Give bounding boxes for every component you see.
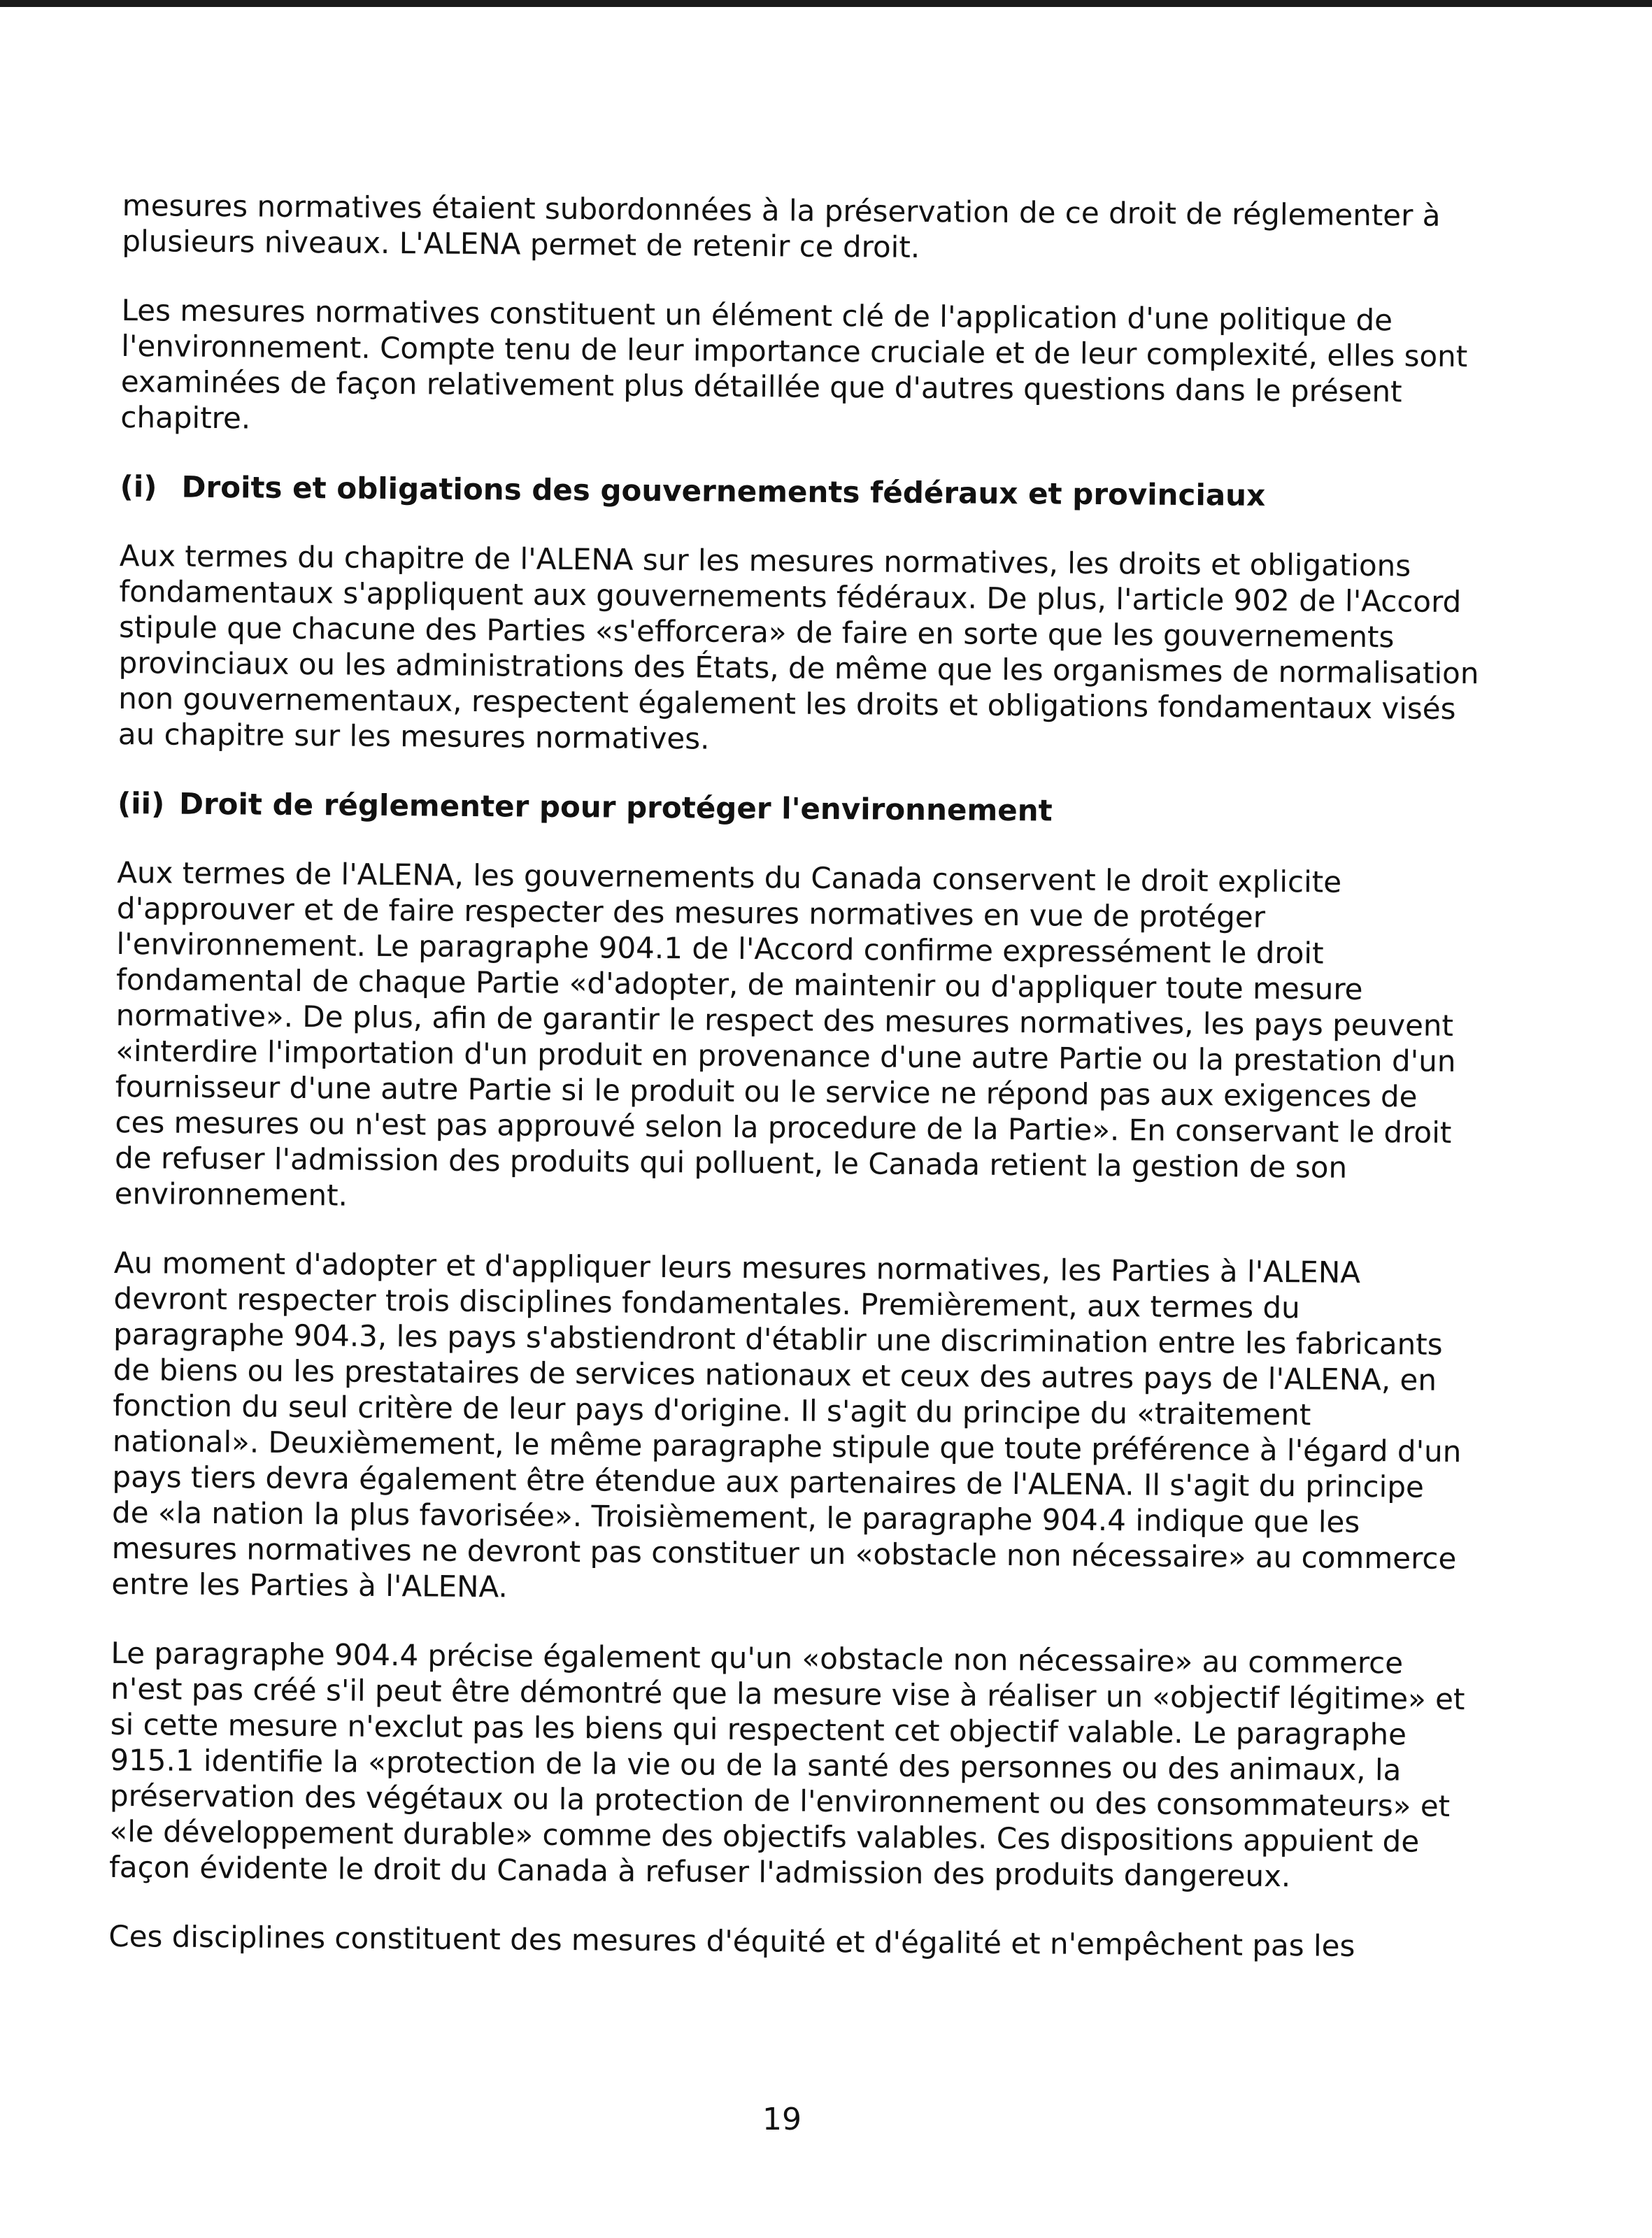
text-line: l'environnement. Le paragraphe 904.1 de l'Accord confirme expressément le droit [116, 926, 1324, 971]
text-line: plusieurs niveaux. L'ALENA permet de retenir ce droit. [122, 223, 920, 264]
text-line: Au moment d'adopter et d'appliquer leurs mesures normatives, les Parties à l'ALENA [113, 1245, 1361, 1290]
text-line: façon évidente le droit du Canada à refuser l'admission des produits dangereux. [108, 1849, 1291, 1894]
text-line: national». Deuxièmement, le même paragraphe stipule que toute préférence à l'égard d'un [112, 1423, 1462, 1469]
scan-top-border [0, 0, 1652, 7]
paragraph-5 [111, 1245, 1471, 1612]
text-line: au chapitre sur les mesures normatives. [118, 716, 710, 756]
text-line: pays tiers devra également être étendue aux partenaires de l'ALENA. Il s'agit du principe [112, 1459, 1424, 1504]
paragraph-2 [120, 292, 1479, 446]
text-line: Les mesures normatives constituent un élément clé de l'application d'une politique de [121, 292, 1393, 338]
paragraph-3 [118, 538, 1479, 762]
text-line: stipule que chacune des Parties «s'efforcera» de faire en sorte que les gouvernements [118, 609, 1395, 655]
text-line: de biens ou les prestataires de services nationaux et ceux des autres pays de l'ALENA, en [113, 1352, 1437, 1397]
text-line: Ces disciplines constituent des mesures d'équité et d'égalité et n'empêchent pas les [108, 1918, 1355, 1963]
paragraph-6 [109, 1635, 1468, 1895]
text-line: fournisseur d'une autre Partie si le produit ou le service ne répond pas aux exigences de [115, 1069, 1418, 1114]
text-line: mesures normatives étaient subordonnées à la préservation de ce droit de réglementer à [122, 187, 1441, 233]
text-line: «le développement durable» comme des objectifs valables. Ces dispositions appuient de [109, 1813, 1420, 1859]
text-line: normative». De plus, afin de garantir le respect des mesures normatives, les pays peuvent [115, 997, 1454, 1043]
text-line: examinées de façon relativement plus détaillée que d'autres questions dans le présent [120, 364, 1402, 409]
page-number: 19 [762, 2102, 802, 2137]
text-line: environnement. [114, 1176, 348, 1213]
document-body [108, 187, 1479, 1965]
text-line: Le paragraphe 904.4 précise également qu'un «obstacle non nécessaire» au commerce [111, 1635, 1404, 1681]
text-line: Aux termes de l'ALENA, les gouvernements du Canada conservent le droit explicite [117, 855, 1342, 899]
paragraph-4 [115, 855, 1474, 1222]
section-number: (i) [120, 469, 157, 504]
section-number: (ii) [117, 785, 165, 821]
text-line: Aux termes du chapitre de l'ALENA sur les mesures normatives, les droits et obligations [119, 538, 1411, 583]
text-line: fonction du seul critère de leur pays d'origine. Il s'agit du principe du «traitement [113, 1388, 1311, 1432]
text-line: entre les Parties à l'ALENA. [111, 1566, 508, 1604]
paragraph-1 [122, 187, 1479, 269]
text-line: de refuser l'admission des produits qui polluent, le Canada retient la gestion de son [114, 1140, 1348, 1185]
text-line: fondamental de chaque Partie «d'adopter, de maintenir ou d'appliquer toute mesure [115, 962, 1363, 1006]
text-line: paragraphe 904.3, les pays s'abstiendront d'établir une discrimination entre les fabricants [113, 1316, 1443, 1362]
text-line: l'environnement. Compte tenu de leur importance cruciale et de leur complexité, elles sont [121, 328, 1468, 374]
text-line: provinciaux ou les administrations des États, de même que les organismes de normalisation [118, 645, 1479, 691]
text-line: devront respecter trois disciplines fondamentales. Premièrement, aux termes du [113, 1281, 1300, 1325]
text-line: de «la nation la plus favorisée». Troisièmement, le paragraphe 904.4 indique que les [111, 1495, 1360, 1539]
text-line: n'est pas créé s'il peut être démontré que la mesure vise à réaliser un «objectif légitime» et [110, 1671, 1465, 1717]
text-line: 915.1 identifie la «protection de la vie ou de la santé des personnes ou des animaux, la [110, 1742, 1402, 1788]
text-line: mesures normatives ne devront pas constituer un «obstacle non nécessaire» au commerce [111, 1530, 1457, 1576]
text-line: fondamentaux s'appliquent aux gouvernements fédéraux. De plus, l'article 902 de l'Accord [119, 573, 1462, 620]
section-title: Droit de réglementer pour protéger l'environnement [178, 786, 1053, 828]
text-line: ces mesures ou n'est pas approuvé selon la procedure de la Partie». En conservant le droit [115, 1104, 1452, 1150]
text-line: préservation des végétaux ou la protection de l'environnement ou des consommateurs» et [109, 1778, 1451, 1823]
text-line: chapitre. [120, 399, 251, 436]
text-line: d'approuver et de faire respecter des mesures normatives en vue de protéger [116, 890, 1266, 934]
text-line: si cette mesure n'exclut pas les biens qui respectent cet objectif valable. Le paragraphe [110, 1706, 1407, 1752]
section-title: Droits et obligations des gouvernements fédéraux et provinciaux [181, 469, 1266, 513]
text-line: non gouvernementaux, respectent également les droits et obligations fondamentaux visés [118, 680, 1456, 726]
text-line: «interdire l'importation d'un produit en provenance d'une autre Partie ou la prestation d'un [115, 1033, 1456, 1079]
